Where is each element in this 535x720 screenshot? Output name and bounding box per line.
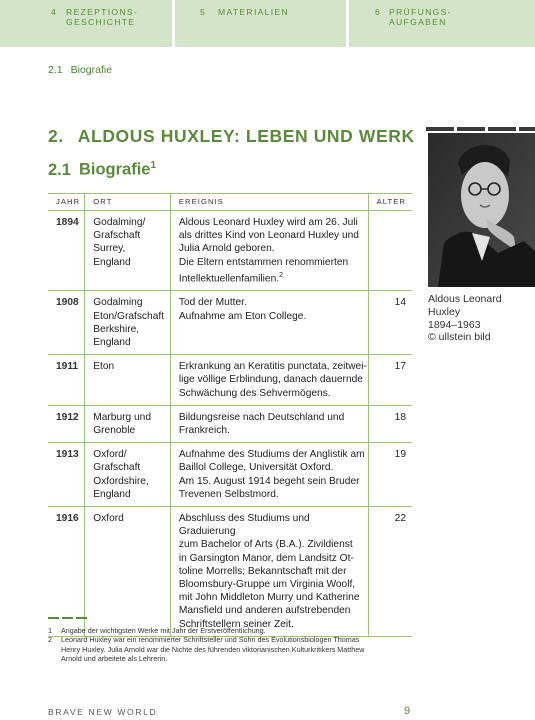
cell-ort: Godalming/ Grafschaft Surrey, England — [85, 211, 171, 291]
cell-ereignis: Tod der Mutter. Aufnahme am Eton College. — [170, 291, 368, 355]
table-row — [48, 443, 412, 507]
cell-alter — [368, 211, 412, 291]
table-row — [48, 291, 412, 355]
cell-ereignis: Bildungsreise nach Deutschland und Frankreich. — [170, 405, 368, 442]
cell-ereignis: Aldous Leonard Huxley wird am 26. Juli als drittes Kind von Leonard Huxley und Julia Arnold geboren. Die Eltern entstammen renommierten Intellektuellenfamilien.$^2$ — [170, 211, 368, 291]
footer-book-title: BRAVE NEW WORLD — [48, 707, 158, 717]
footnote-rule — [48, 617, 88, 619]
footnote-ref[interactable]: 1 — [150, 160, 157, 171]
chapter-heading: ALDOUS HUXLEY: LEBEN UND WERK — [77, 126, 415, 146]
photo-caption — [428, 293, 535, 344]
nav-tab-label: REZEPTIONS- GESCHICHTE — [66, 7, 139, 27]
section-number: 2.1 — [48, 160, 71, 179]
nav-tab-number: 4 — [51, 7, 58, 17]
table-row — [48, 405, 412, 442]
cell-ort: Oxford/ Grafschaft Oxfordshire, England — [85, 443, 171, 507]
cell-alter: 17 — [368, 355, 412, 406]
table-header-row — [48, 194, 412, 211]
cell-jahr: 1911 — [48, 355, 85, 406]
table-body — [48, 211, 412, 637]
cell-ort: Marburg und Grenoble — [85, 405, 171, 442]
column-header-ort: ORT — [85, 194, 171, 211]
footnote-ref[interactable]: 2 — [279, 271, 283, 279]
nav-tab-number: 5 — [200, 7, 207, 17]
footnote — [48, 635, 418, 663]
caption-line: 1894–1963 — [428, 318, 481, 331]
cell-jahr: 1916 — [48, 507, 85, 637]
cell-alter: 18 — [368, 405, 412, 442]
footnote-text: Angabe der wichtigsten Werke mit Jahr der Erstveröffentlichung. — [61, 626, 266, 635]
biography-table — [48, 193, 412, 637]
cell-ereignis: Abschluss des Studiums und Graduierung zum Bachelor of Arts (B.A.). Zivildienst in Garsington Manor, dem Landsitz Ot- toline Morrells; Bekanntschaft mit der Bloomsbury-Gruppe um Virginia Woolf, mit John Middleton Murry und Katherine Mansfield und anderen aufstrebenden Schriftstellern seiner Zeit. — [170, 507, 368, 637]
section-title — [48, 160, 156, 180]
footnote-text: Leonard Huxley war ein renommierter Schriftsteller und Sohn des Evolutionsbiologen Thomas Henry Huxley. Julia Arnold war die Nichte des führenden viktorianischen Kulturkritikers Matthew Arnold und arbeitete als Lehrerin. — [61, 635, 365, 664]
column-header-alter: ALTER — [368, 194, 412, 211]
cell-ort: Godalming Eton/Grafschaft Berkshire, England — [85, 291, 171, 355]
cell-ort: Eton — [85, 355, 171, 406]
cell-jahr: 1894 — [48, 211, 85, 291]
footnote-key: 1 — [48, 626, 52, 635]
nav-tab-number: 6 — [375, 7, 382, 17]
footnotes — [48, 626, 418, 664]
nav-tab-materialien[interactable] — [175, 0, 346, 47]
breadcrumb — [48, 64, 112, 76]
cell-jahr: 1913 — [48, 443, 85, 507]
footnote-key: 2 — [48, 635, 52, 645]
cell-alter: 19 — [368, 443, 412, 507]
column-header-jahr: JAHR — [48, 194, 85, 211]
cell-alter: 14 — [368, 291, 412, 355]
table-row — [48, 211, 412, 291]
cell-ereignis: Aufnahme des Studiums der Anglistik am Baillol College, Universität Oxford. Am 15. August 1914 begeht sein Bruder Trevenen Selbstmord. — [170, 443, 368, 507]
cell-ereignis: Erkrankung an Keratitis punctata, zeitwei- lige völlige Erblindung, danach dauernde Schwächung des Sehvermögens. — [170, 355, 368, 406]
footnote — [48, 626, 418, 635]
nav-tab-label: MATERIALIEN — [218, 7, 289, 17]
nav-tab-rezeptionsgeschichte[interactable] — [0, 0, 172, 47]
caption-line: Aldous Leonard — [428, 293, 502, 305]
page-number: 9 — [404, 705, 411, 717]
breadcrumb-label: Biografie — [70, 64, 113, 76]
photo-rule — [426, 127, 535, 131]
cell-jahr: 1912 — [48, 405, 85, 442]
table-row — [48, 355, 412, 406]
chapter-number: 2. — [48, 126, 64, 146]
caption-line: Huxley — [428, 305, 461, 318]
portrait-image — [428, 133, 535, 287]
chapter-title — [48, 126, 415, 147]
section-heading: Biografie — [78, 160, 151, 179]
cell-ort: Oxford — [85, 507, 171, 637]
column-header-ereignis: EREIGNIS — [170, 194, 368, 211]
cell-jahr: 1908 — [48, 291, 85, 355]
breadcrumb-number: 2.1 — [48, 64, 63, 76]
table-row — [48, 507, 412, 637]
caption-line: © ullstein bild — [428, 331, 491, 344]
nav-tab-label: PRÜFUNGS- AUFGABEN — [389, 7, 452, 27]
nav-tab-pruefungsaufgaben[interactable] — [349, 0, 535, 47]
portrait-photo — [428, 133, 535, 287]
top-navigation — [0, 0, 535, 47]
cell-alter: 22 — [368, 507, 412, 637]
